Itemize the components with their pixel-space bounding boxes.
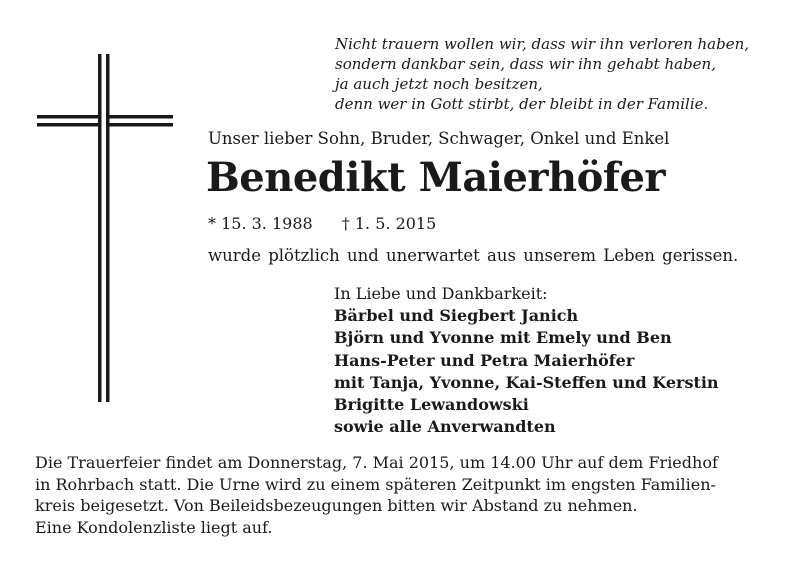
deceased-name: Benedikt Maierhöfer: [206, 154, 665, 201]
funeral-information: [35, 452, 718, 538]
mourner-entry: sowie alle Anverwandten: [334, 417, 556, 437]
poem-line: ja auch jetzt noch besitzen,: [335, 75, 543, 93]
death-date: † 1. 5. 2015: [341, 214, 437, 233]
mourner-entry: Brigitte Lewandowski: [334, 395, 529, 415]
poem-line: denn wer in Gott stirbt, der bleibt in der Familie.: [335, 95, 709, 113]
poem-line: sondern dankbar sein, dass wir ihn gehabt haben,: [335, 55, 716, 73]
birth-date: * 15. 3. 1988: [208, 214, 313, 233]
life-dates: [208, 214, 436, 233]
gratitude-line: In Liebe und Dankbarkeit:: [334, 284, 548, 303]
footer-line: Eine Kondolenzliste liegt auf.: [35, 517, 273, 537]
footer-line: kreis beigesetzt. Von Beileidsbezeugungen bitten wir Abstand zu nehmen.: [35, 496, 638, 515]
passing-statement: wurde plötzlich und unerwartet aus unserem Leben gerissen.: [208, 246, 739, 265]
footer-line: Die Trauerfeier findet am Donnerstag, 7. Mai 2015, um 14.00 Uhr auf dem Friedhof: [35, 453, 718, 472]
footer-line: in Rohrbach statt. Die Urne wird zu einem späteren Zeitpunkt im engsten Familien-: [35, 474, 716, 494]
relation-intro: Unser lieber Sohn, Bruder, Schwager, Onkel und Enkel: [208, 129, 670, 148]
poem-line: Nicht trauern wollen wir, dass wir ihn verloren haben,: [335, 35, 750, 53]
memorial-poem: [335, 34, 749, 114]
mourner-entry: mit Tanja, Yvonne, Kai-Steffen und Kerstin: [334, 372, 719, 392]
mourners-list: [334, 283, 719, 438]
cross-icon: [37, 54, 173, 402]
mourner-entry: Hans-Peter und Petra Maierhöfer: [334, 350, 635, 370]
mourner-entry: Bärbel und Siegbert Janich: [334, 306, 579, 326]
mourner-entry: Björn und Yvonne mit Emely und Ben: [334, 328, 672, 348]
